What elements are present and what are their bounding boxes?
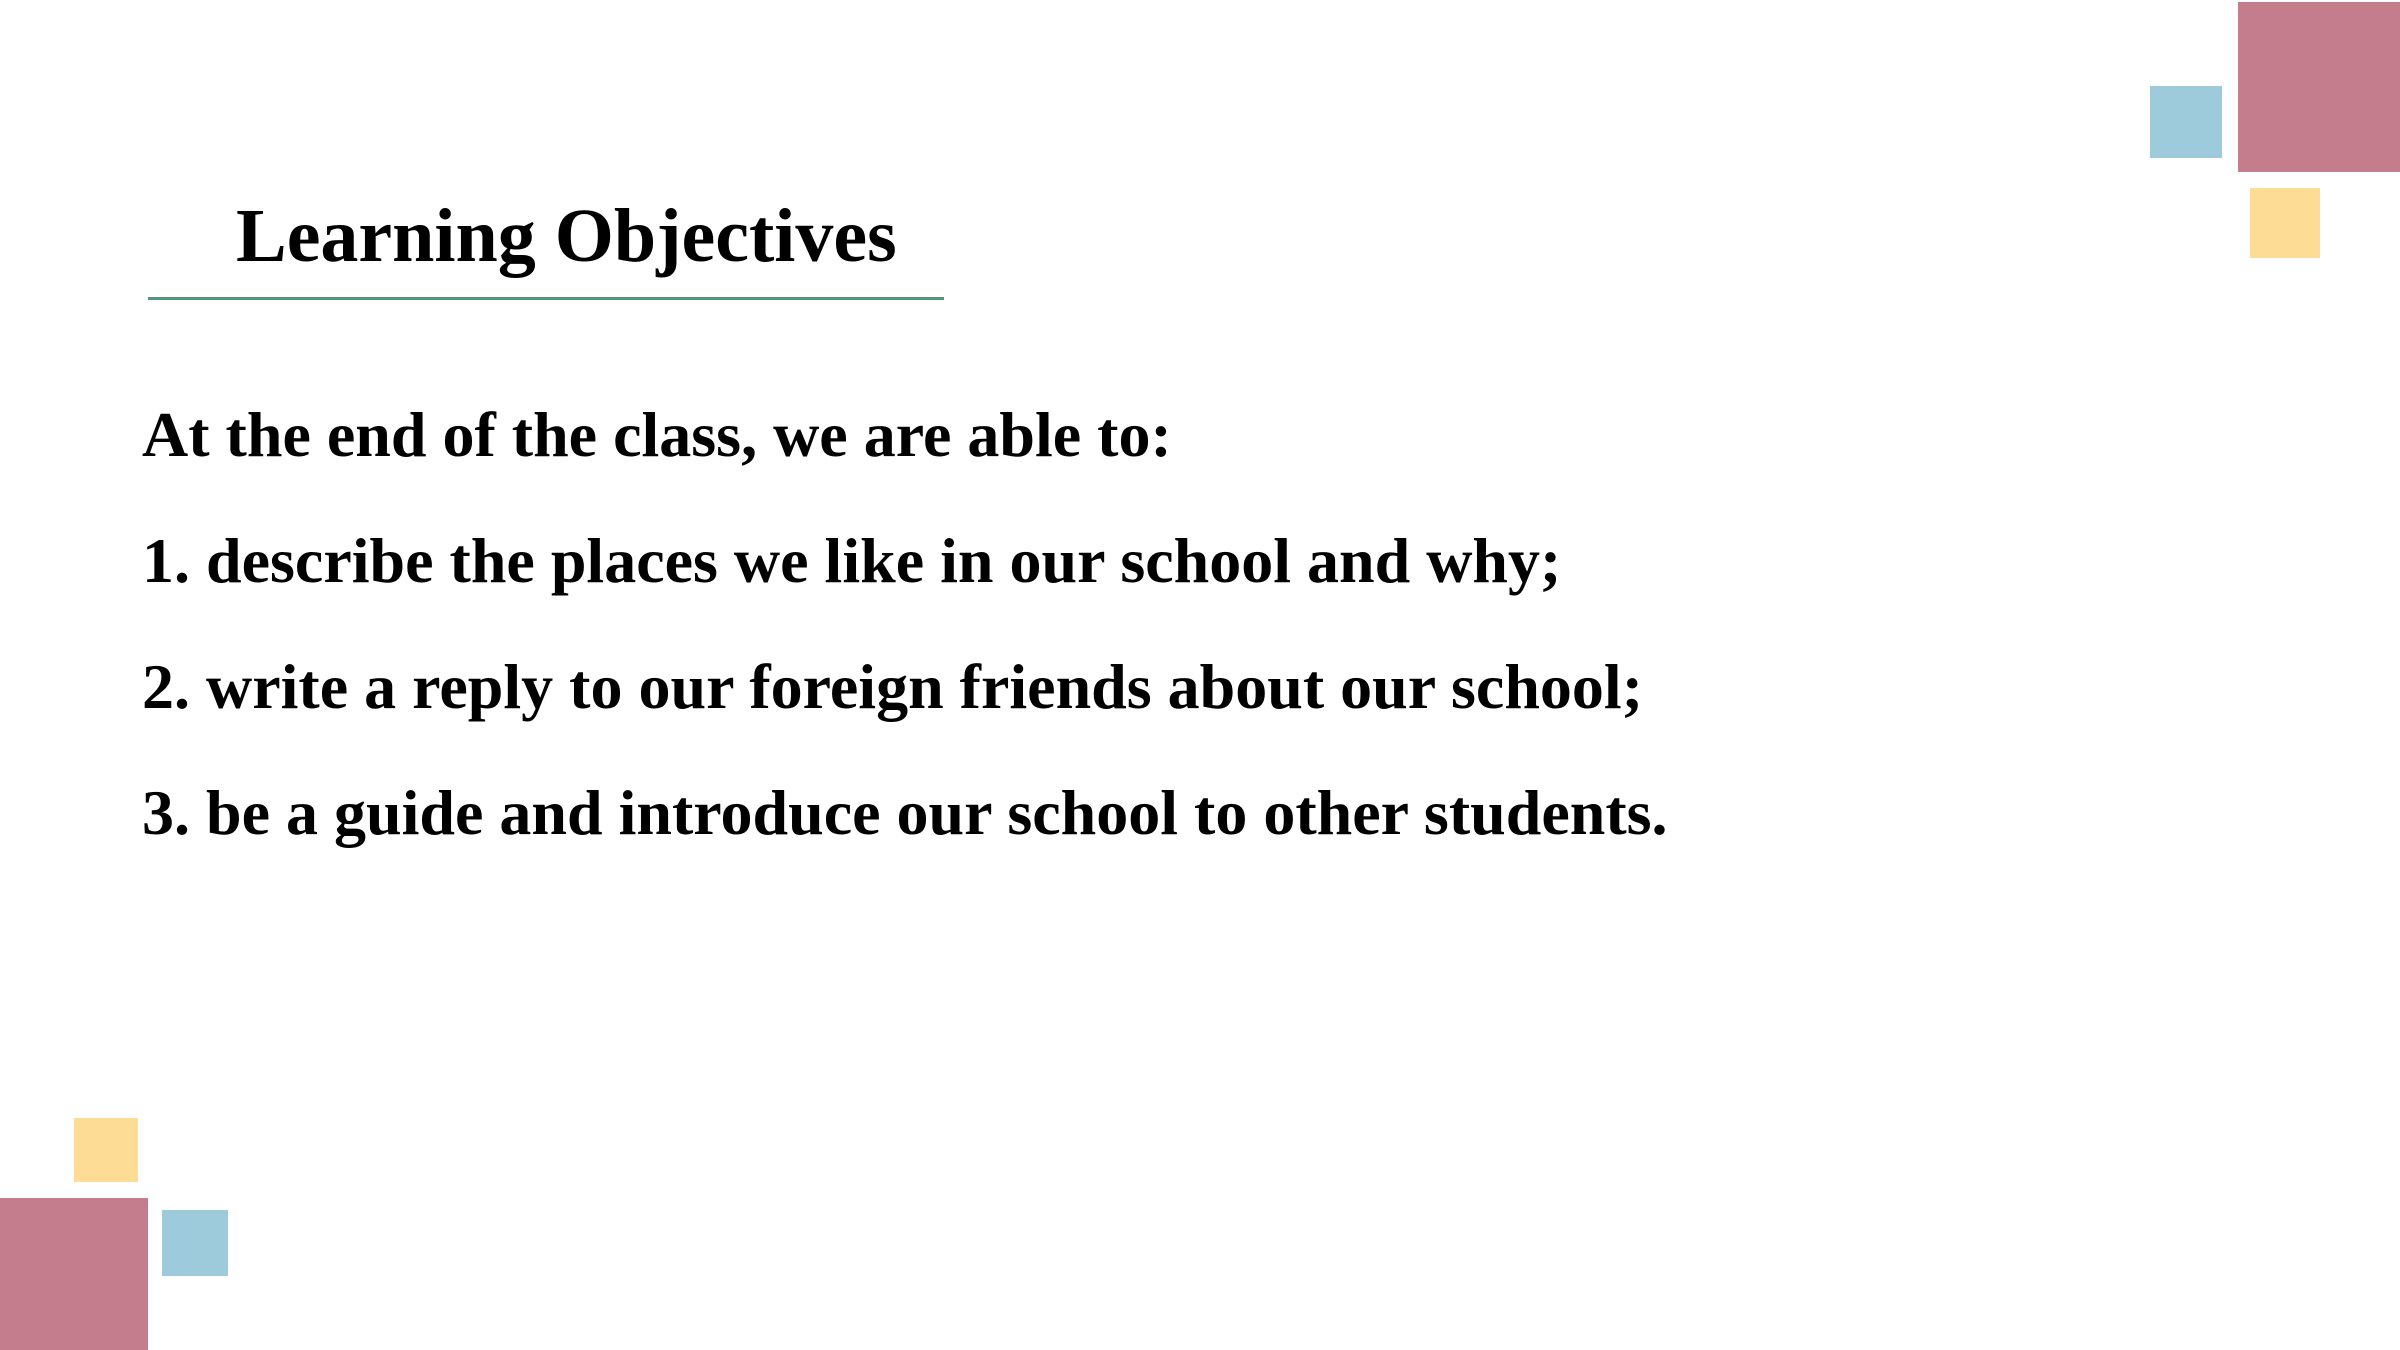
slide-title: Learning Objectives <box>236 194 897 278</box>
title-underline <box>148 297 944 300</box>
decor-square-yellow-top-right <box>2250 188 2320 258</box>
decor-square-blue-top-right <box>2150 86 2222 158</box>
decor-square-pink-top-right <box>2238 2 2400 172</box>
objective-item-3: 3. be a guide and introduce our school to other students. <box>142 777 1668 848</box>
decor-square-yellow-bottom-left <box>74 1118 138 1182</box>
decor-square-blue-bottom-left <box>162 1210 228 1276</box>
intro-text: At the end of the class, we are able to: <box>142 399 1172 470</box>
decor-square-pink-bottom-left <box>0 1198 148 1350</box>
objective-item-1: 1. describe the places we like in our school and why; <box>142 525 1562 596</box>
objective-item-2: 2. write a reply to our foreign friends about our school; <box>142 651 1643 722</box>
objectives-block <box>142 390 1668 894</box>
